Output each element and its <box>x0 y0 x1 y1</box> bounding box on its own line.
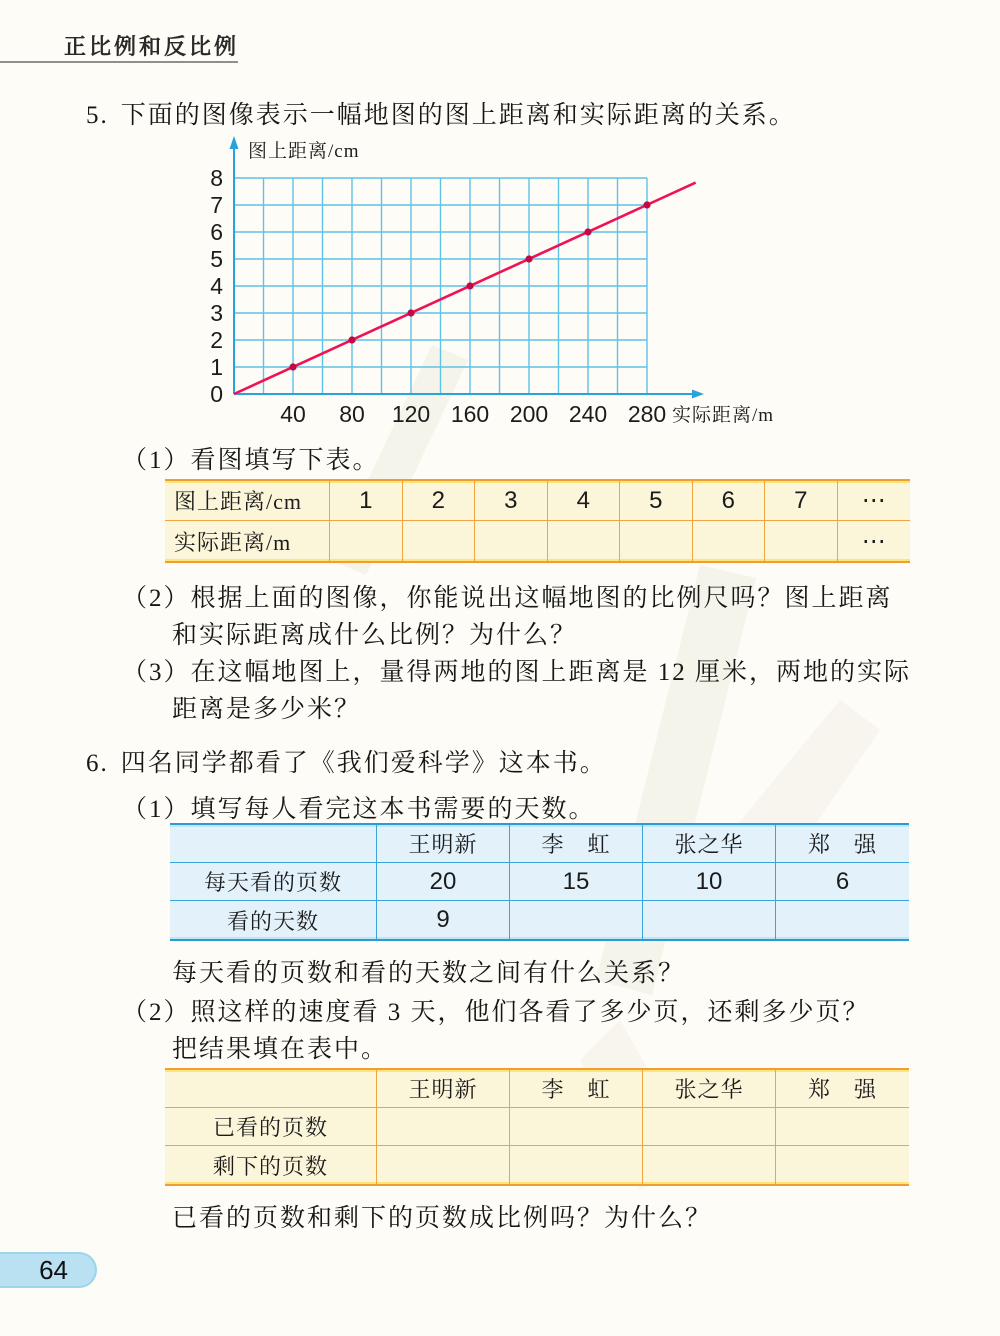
student-name: 李 虹 <box>510 1070 643 1108</box>
data-point <box>289 363 296 370</box>
table-cell: 4 <box>548 481 621 521</box>
table-cell: 15 <box>510 863 643 901</box>
table-row-label: 看的天数 <box>170 901 377 939</box>
table-row-label: 图上距离/cm <box>165 481 330 521</box>
question-6 <box>86 743 607 779</box>
question-6-text: 四名同学都看了《我们爱科学》这本书。 <box>120 750 607 777</box>
y-tick-label: 2 <box>210 327 223 353</box>
student-name: 张之华 <box>643 825 776 863</box>
question-5 <box>86 95 796 131</box>
question-5-2-line2: 和实际距离成什么比例？为什么？ <box>172 622 578 649</box>
data-point <box>584 228 591 235</box>
data-point <box>407 309 414 316</box>
table-row-label: 剩下的页数 <box>165 1146 377 1184</box>
table-cell-blank <box>510 1108 643 1146</box>
y-tick-label: 7 <box>210 192 223 218</box>
table-row-label: 实际距离/m <box>165 521 330 561</box>
table-cell-blank <box>643 1146 776 1184</box>
table-cell-blank <box>510 901 643 939</box>
table-cell-blank <box>776 901 909 939</box>
table-cell-blank <box>377 1108 510 1146</box>
y-tick-label: 1 <box>210 354 223 380</box>
question-6-2-line2: 把结果填在表中。 <box>172 1036 389 1063</box>
chapter-header: 正比例和反比例 <box>64 34 240 59</box>
table-cell: 7 <box>765 481 838 521</box>
student-name: 张之华 <box>643 1070 776 1108</box>
x-tick-label: 280 <box>627 401 667 427</box>
map-distance-chart <box>150 128 870 434</box>
table-cell-blank <box>643 901 776 939</box>
table-cell-blank <box>548 521 621 561</box>
table-cell-blank <box>620 521 693 561</box>
table-cell-blank <box>377 1146 510 1184</box>
student-name: 王明新 <box>377 1070 510 1108</box>
x-tick-label: 240 <box>568 401 608 427</box>
question-6-2-followup: 已看的页数和剩下的页数成比例吗？为什么？ <box>172 1205 713 1232</box>
y-tick-label: 0 <box>210 381 223 407</box>
table-cell-blank <box>776 1108 909 1146</box>
table-cell: 20 <box>377 863 510 901</box>
student-name: 李 虹 <box>510 825 643 863</box>
x-tick-label: 120 <box>391 401 431 427</box>
y-tick-label: 3 <box>210 300 223 326</box>
table-corner-blank <box>165 1070 377 1108</box>
x-tick-label: 160 <box>450 401 490 427</box>
question-5-3-line2: 距离是多少米？ <box>172 696 362 723</box>
question-6-1: （1）填写每人看完这本书需要的天数。 <box>122 796 596 823</box>
x-tick-label: 40 <box>280 401 306 427</box>
y-tick-label: 6 <box>210 219 223 245</box>
x-tick-label: 200 <box>509 401 549 427</box>
x-axis-arrow <box>692 390 704 399</box>
table-cell-ellipsis: ⋯ <box>861 527 886 555</box>
question-6-1-followup: 每天看的页数和看的天数之间有什么关系？ <box>172 960 686 987</box>
student-name: 王明新 <box>377 825 510 863</box>
table-cell-blank <box>776 1146 909 1184</box>
table-cell-blank <box>475 521 548 561</box>
question-5-1: （1）看图填写下表。 <box>122 447 380 474</box>
proportional-line <box>234 183 696 394</box>
table-cell: 9 <box>377 901 510 939</box>
table-cell-blank <box>643 1108 776 1146</box>
student-name: 郑 强 <box>776 825 909 863</box>
table-cell: 1 <box>330 481 403 521</box>
question-6-number: 6. <box>86 750 109 777</box>
table-cell: 5 <box>620 481 693 521</box>
table-corner-blank <box>170 825 377 863</box>
question-5-text: 下面的图像表示一幅地图的图上距离和实际距离的关系。 <box>120 102 796 129</box>
table-cell: 6 <box>693 481 766 521</box>
table-cell: 10 <box>643 863 776 901</box>
table-cell: 2 <box>403 481 476 521</box>
table-cell: 3 <box>475 481 548 521</box>
map-distance-table <box>165 479 910 563</box>
pages-read-table <box>165 1068 909 1186</box>
question-5-3-line1: （3）在这幅地图上，量得两地的图上距离是 12 厘米，两地的实际 <box>122 659 912 686</box>
question-5-number: 5. <box>86 102 109 129</box>
table-cell-blank <box>510 1146 643 1184</box>
table-cell-blank <box>403 521 476 561</box>
data-point <box>643 201 650 208</box>
y-axis-title: 图上距离/cm <box>248 141 360 162</box>
table-cell-blank <box>693 521 766 561</box>
y-tick-label: 8 <box>210 165 223 191</box>
data-point <box>466 282 473 289</box>
table-cell-blank <box>765 521 838 561</box>
page-number: 64 <box>39 1254 68 1285</box>
table-row-label: 每天看的页数 <box>170 863 377 901</box>
header-rule <box>0 61 238 63</box>
question-6-2-line1: （2）照这样的速度看 3 天，他们各看了多少页，还剩多少页？ <box>122 999 870 1026</box>
y-tick-label: 5 <box>210 246 223 272</box>
table-cell: 6 <box>776 863 909 901</box>
reading-days-table <box>170 823 909 941</box>
y-tick-label: 4 <box>210 273 223 299</box>
x-axis-title: 实际距离/m <box>672 405 775 426</box>
table-cell-blank <box>330 521 403 561</box>
table-cell-ellipsis: ⋯ <box>838 481 911 521</box>
data-point <box>348 336 355 343</box>
question-5-2-line1: （2）根据上面的图像，你能说出这幅地图的比例尺吗？图上距离 <box>122 585 893 612</box>
page-number-badge <box>0 1252 97 1288</box>
x-tick-label: 80 <box>339 401 365 427</box>
student-name: 郑 强 <box>776 1070 909 1108</box>
y-axis-arrow <box>230 136 239 149</box>
data-point <box>525 255 532 262</box>
table-row-label: 已看的页数 <box>165 1108 377 1146</box>
